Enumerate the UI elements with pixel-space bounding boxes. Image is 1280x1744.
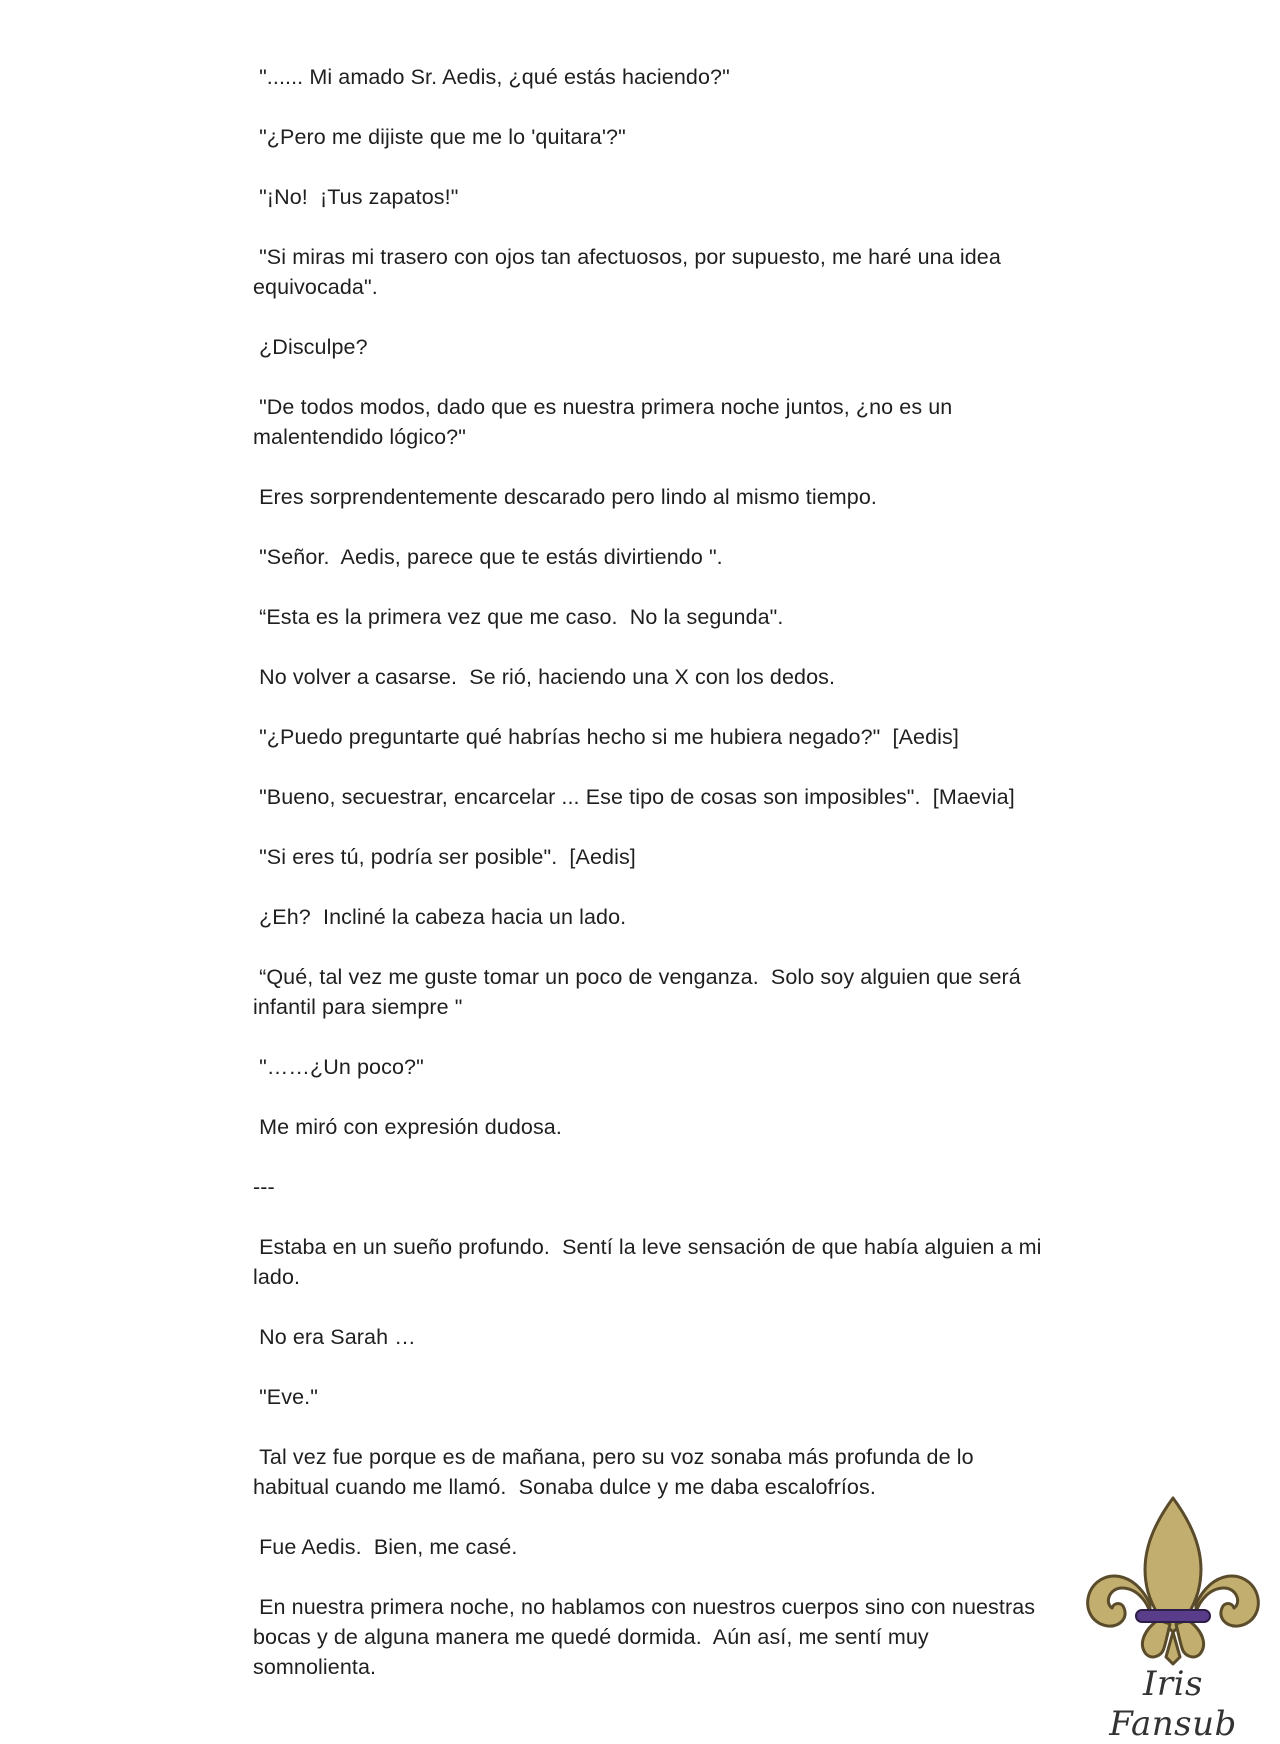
paragraph: "Eve." [253,1385,318,1409]
paragraph: Tal vez fue porque es de mañana, pero su voz sonaba más profunda de lo habitual cuando me llamó. Sonaba dulce y me daba escalofríos. [253,1445,980,1499]
paragraph: “Qué, tal vez me guste tomar un poco de venganza. Solo soy alguien que será infantil para siempre " [253,965,1027,1019]
paragraph: “Esta es la primera vez que me caso. No la segunda". [253,605,784,629]
paragraph: "Si miras mi trasero con ojos tan afectuosos, por supuesto, me haré una idea equivocada". [253,245,1007,299]
fleur-de-lis-icon [1078,1492,1268,1667]
paragraph: Fue Aedis. Bien, me casé. [253,1535,518,1559]
paragraph: No era Sarah … [253,1325,416,1349]
paragraph: "...... Mi amado Sr. Aedis, ¿qué estás haciendo?" [253,65,730,89]
section-divider: --- [253,1175,275,1199]
paragraph: Estaba en un sueño profundo. Sentí la leve sensación de que había alguien a mi lado. [253,1235,1048,1289]
paragraph: "De todos modos, dado que es nuestra primera noche juntos, ¿no es un malentendido lógico?" [253,395,959,449]
paragraph: "Si eres tú, podría ser posible". [Aedis] [253,845,636,869]
paragraph: Me miró con expresión dudosa. [253,1115,562,1139]
paragraph: ¿Eh? Incliné la cabeza hacia un lado. [253,905,627,929]
paragraph: "……¿Un poco?" [253,1055,424,1079]
paragraph: "¿Puedo preguntarte qué habrías hecho si me hubiera negado?" [Aedis] [253,725,959,749]
paragraph: En nuestra primera noche, no hablamos con nuestros cuerpos sino con nuestras bocas y de alguna manera me quedé dormida. Aún así, me sentí muy somnolienta. [253,1595,1042,1679]
paragraph: "¡No! ¡Tus zapatos!" [253,185,459,209]
paragraph: "¿Pero me dijiste que me lo 'quitara'?" [253,125,626,149]
watermark [1078,1492,1268,1744]
paragraph: "Señor. Aedis, parece que te estás divirtiendo ". [253,545,723,569]
paragraph: No volver a casarse. Se rió, haciendo una X con los dedos. [253,665,836,689]
paragraph: Eres sorprendentemente descarado pero lindo al mismo tiempo. [253,485,877,509]
paragraph: ¿Disculpe? [253,335,368,359]
paragraph: "Bueno, secuestrar, encarcelar ... Ese tipo de cosas son imposibles". [Maevia] [253,785,1015,809]
document-body [253,62,1048,1712]
watermark-text: Iris Fansub [1109,1664,1237,1744]
